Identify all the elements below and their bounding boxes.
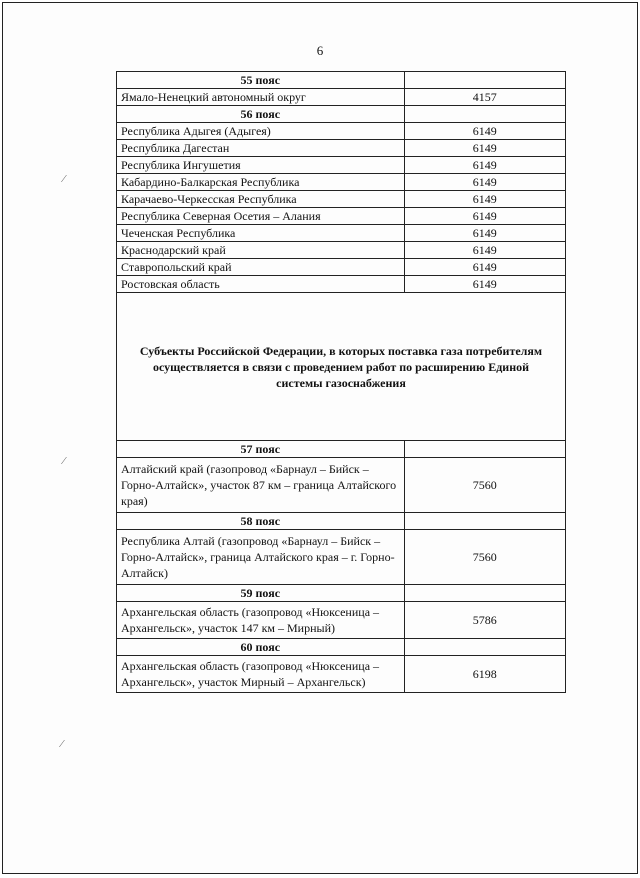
section-heading-row	[117, 293, 566, 441]
price-value: 7560	[404, 458, 565, 513]
price-value: 6149	[404, 174, 565, 191]
zone-label: 56 пояс	[117, 106, 405, 123]
price-value: 6149	[404, 191, 565, 208]
region-name: Карачаево-Черкесская Республика	[117, 191, 405, 208]
tariff-table	[116, 71, 566, 693]
tariff-table-body-top	[117, 72, 566, 293]
price-value: 6149	[404, 208, 565, 225]
region-row	[117, 225, 566, 242]
zone-label: 58 пояс	[117, 513, 405, 530]
region-row	[117, 259, 566, 276]
zone-header-row	[117, 441, 566, 458]
price-value: 7560	[404, 530, 565, 585]
region-name: Ставропольский край	[117, 259, 405, 276]
price-value: 6149	[404, 259, 565, 276]
region-row	[117, 157, 566, 174]
region-row	[117, 276, 566, 293]
section-heading: Субъекты Российской Федерации, в которых поставка газа потребителям осуществляется в связи с проведением работ по расширению Единой системы газоснабжения	[117, 293, 566, 441]
price-value: 6149	[404, 140, 565, 157]
region-row	[117, 458, 566, 513]
price-value	[404, 585, 565, 602]
region-row	[117, 174, 566, 191]
region-row	[117, 89, 566, 106]
page-number: 6	[316, 43, 324, 58]
region-row	[117, 140, 566, 157]
region-row	[117, 656, 566, 693]
region-name: Архангельская область (газопровод «Нюксеница – Архангельск», участок Мирный – Архангельск)	[117, 656, 405, 693]
region-name: Республика Дагестан	[117, 140, 405, 157]
zone-label: 57 пояс	[117, 441, 405, 458]
zone-label: 59 пояс	[117, 585, 405, 602]
margin-mark: ⁄	[61, 738, 63, 750]
region-name: Алтайский край (газопровод «Барнаул – Бийск – Горно-Алтайск», участок 87 км – граница Алтайского края)	[117, 458, 405, 513]
zone-header-row	[117, 513, 566, 530]
region-name: Ямало-Ненецкий автономный округ	[117, 89, 405, 106]
region-row	[117, 242, 566, 259]
region-row	[117, 208, 566, 225]
margin-mark: ⁄	[63, 455, 65, 467]
region-name: Архангельская область (газопровод «Нюксеница – Архангельск», участок 147 км – Мирный)	[117, 602, 405, 639]
price-value	[404, 441, 565, 458]
region-name: Чеченская Республика	[117, 225, 405, 242]
zone-label: 60 пояс	[117, 639, 405, 656]
margin-mark: ⁄	[63, 173, 65, 185]
region-name: Республика Адыгея (Адыгея)	[117, 123, 405, 140]
region-name: Краснодарский край	[117, 242, 405, 259]
price-value	[404, 513, 565, 530]
section-heading-body	[117, 293, 566, 441]
price-value: 6149	[404, 157, 565, 174]
tariff-table-body-bottom	[117, 441, 566, 693]
price-value: 6149	[404, 225, 565, 242]
zone-label: 55 пояс	[117, 72, 405, 89]
price-value: 6149	[404, 242, 565, 259]
price-value	[404, 106, 565, 123]
region-row	[117, 602, 566, 639]
price-value: 4157	[404, 89, 565, 106]
region-name: Кабардино-Балкарская Республика	[117, 174, 405, 191]
region-name: Республика Ингушетия	[117, 157, 405, 174]
region-name: Республика Северная Осетия – Алания	[117, 208, 405, 225]
zone-header-row	[117, 106, 566, 123]
document-page	[2, 2, 638, 874]
price-value: 6198	[404, 656, 565, 693]
region-row	[117, 191, 566, 208]
price-value: 6149	[404, 276, 565, 293]
region-name: Республика Алтай (газопровод «Барнаул – Бийск – Горно-Алтайск», граница Алтайского края – г. Горно-Алтайск)	[117, 530, 405, 585]
region-row	[117, 123, 566, 140]
price-value: 5786	[404, 602, 565, 639]
zone-header-row	[117, 585, 566, 602]
price-value	[404, 72, 565, 89]
price-value	[404, 639, 565, 656]
price-value: 6149	[404, 123, 565, 140]
zone-header-row	[117, 639, 566, 656]
region-name: Ростовская область	[117, 276, 405, 293]
region-row	[117, 530, 566, 585]
zone-header-row	[117, 72, 566, 89]
